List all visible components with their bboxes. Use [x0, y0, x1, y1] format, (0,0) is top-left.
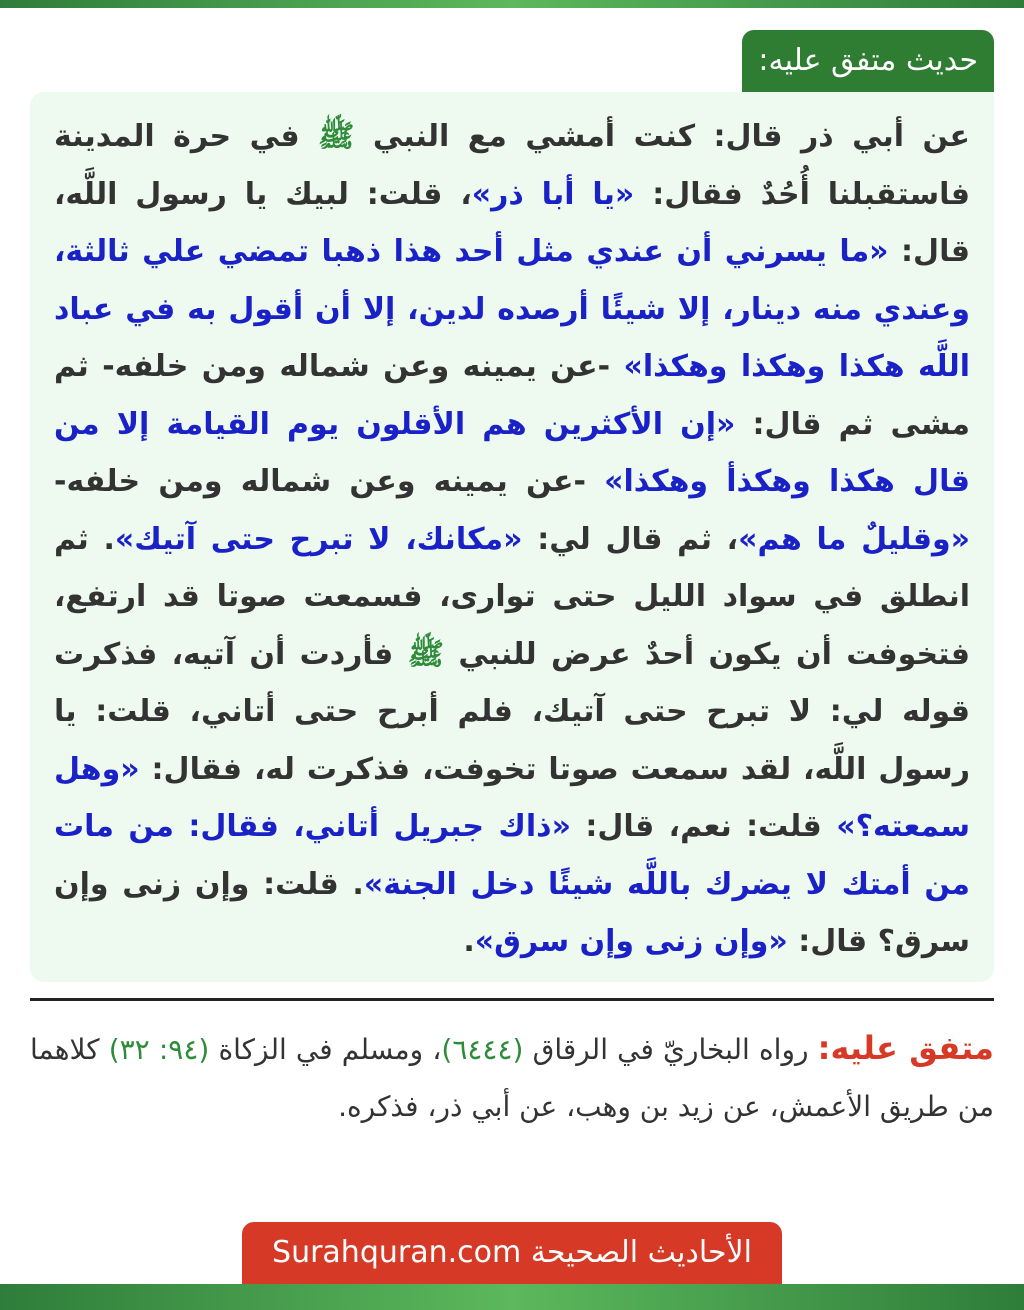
narration-text: فأردت أن آتيه، فذكرت قوله لي: لا تبرح حتى آتيك، فلم أبرح حتى أتاني، قلت: يا رسول اللَّه، لقد سمعت صوتا تخوفت، فذكرت له، فقال:: [54, 636, 970, 787]
narration-text: ، ثم قال لي:: [522, 521, 739, 557]
bukhari-reference: (٦٤٤٤): [441, 1033, 524, 1066]
hadith-title: حديث متفق عليه:: [758, 43, 978, 78]
prophet-quote: «وهل سمعته؟»: [54, 751, 970, 844]
narration-text: .: [463, 924, 475, 959]
prophet-quote: «مكانك، لا تبرح حتى آتيك»: [114, 521, 523, 557]
narration-text: قلت: نعم، قال:: [570, 809, 837, 844]
prophet-quote: «وإن زنى وإن سرق»: [474, 924, 788, 959]
narration-text: -عن يمينه وعن شماله ومن خلفه- ثم مشى ثم قال:: [54, 349, 970, 442]
prophet-quote: «يا أبا ذر»: [471, 176, 635, 212]
prophet-quote: «إن الأكثرين هم الأقلون يوم القيامة إلا من قال هكذا وهكذأ وهكذا»: [54, 406, 970, 499]
narration-text: . قلت: وإن زنى وإن سرق؟ قال:: [54, 866, 970, 959]
takhrij-label: متفق عليه:: [817, 1029, 994, 1067]
hadith-text: [54, 108, 970, 971]
top-decorative-bar: [0, 0, 1024, 8]
prophet-quote: «ما يسرني أن عندي مثل أحد هذا ذهبا تمضي علي ثالثة، وعندي منه دينار، إلا شيئًا أرصده لدين، إلا أن أقول به في عباد اللَّه هكذا وهكذا وهكذا»: [54, 234, 971, 384]
narration-text: -عن يمينه وعن شماله ومن خلفه-: [54, 464, 605, 499]
section-divider: [30, 998, 994, 1001]
bottom-decorative-bar: [0, 1284, 1024, 1310]
takhrij-text-middle: ، ومسلم في الزكاة: [209, 1033, 442, 1066]
takhrij-text-after: كلاهما من طريق الأعمش، عن زيد بن وهب، عن أبي ذر، فذكره.: [30, 1033, 994, 1123]
narration-text: ، قلت: لبيك يا رسول اللَّه، قال:: [54, 176, 970, 269]
prophet-quote: «ذاك جبريل أتاني، فقال: من مات من أمتك لا يضرك باللَّه شيئًا دخل الجنة»: [54, 809, 970, 902]
footer-label: الأحاديث الصحيحة Surahquran.com: [272, 1235, 752, 1270]
salawat-symbol: ﷺ: [407, 636, 444, 672]
takhrij-paragraph: [30, 1020, 994, 1135]
takhrij-text-before: رواه البخاريّ في الرقاق: [523, 1033, 818, 1066]
hadith-box: [30, 92, 994, 982]
prophet-quote: «وقليلٌ ما هم»: [738, 521, 971, 557]
muslim-reference: (٩٤: ٣٢): [108, 1033, 210, 1066]
narration-text: . ثم انطلق في سواد الليل حتى توارى، فسمعت صوتا قد ارتفع، فتخوفت أن يكون أحدٌ عرض للنبي: [54, 521, 971, 672]
narration-text: في حرة المدينة فاستقبلنا أُحُدٌ فقال:: [54, 119, 970, 212]
narration-text: عن أبي ذر قال: كنت أمشي مع النبي: [354, 119, 970, 154]
hadith-title-tab: [742, 30, 994, 92]
salawat-symbol: ﷺ: [318, 119, 355, 154]
footer-badge[interactable]: [242, 1222, 782, 1284]
